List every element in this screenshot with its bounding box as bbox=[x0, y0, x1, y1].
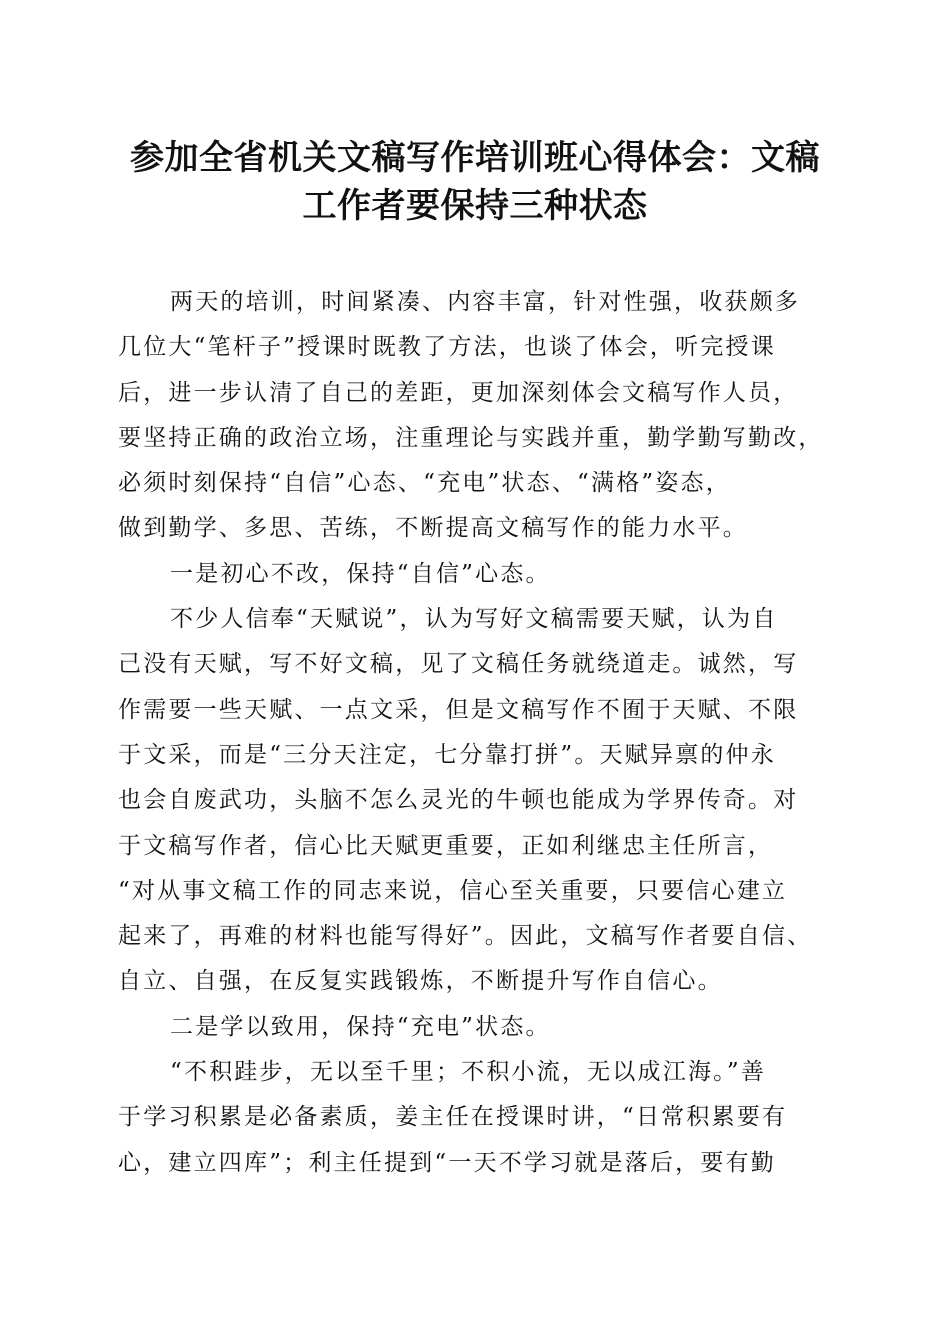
title-line: 参加全省机关文稿写作培训班心得体会：文稿 bbox=[130, 138, 820, 178]
paragraph-line: 于文采，而是“三分天注定，七分靠打拼”。天赋异禀的仲永 bbox=[118, 741, 776, 768]
paragraph-line: 作需要一些天赋、一点文采，但是文稿写作不囿于天赋、不限 bbox=[118, 696, 799, 723]
paragraph-line: 两天的培训，时间紧凑、内容丰富，针对性强，收获颇多 bbox=[170, 289, 800, 315]
paragraph-line: 起来了，再难的材料也能写得好”。因此，文稿写作者要自信、 bbox=[118, 923, 813, 950]
paragraph-line: “不积跬步，无以至千里；不积小流，无以成江海。”善 bbox=[170, 1059, 767, 1086]
paragraph-line: 己没有天赋，写不好文稿，见了文稿任务就绕道走。诚然，写 bbox=[118, 651, 799, 678]
paragraph-intro bbox=[118, 280, 838, 552]
paragraph-line: “对从事文稿工作的同志来说，信心至关重要，只要信心建立 bbox=[118, 877, 788, 904]
paragraph-line: 后，进一步认清了自己的差距，更加深刻体会文稿写作人员， bbox=[118, 379, 799, 406]
paragraph-line: 于学习积累是必备素质，姜主任在授课时讲，“日常积累要有 bbox=[118, 1104, 788, 1131]
paragraph-line: 心，建立四库”；利主任提到“一天不学习就是落后，要有勤 bbox=[118, 1149, 776, 1176]
paragraph-line: 于文稿写作者，信心比天赋更重要，正如利继忠主任所言， bbox=[118, 832, 774, 859]
paragraph-line: 要坚持正确的政治立场，注重理论与实践并重，勤学勤写勤改， bbox=[118, 424, 824, 451]
paragraph-learning bbox=[118, 1050, 838, 1186]
paragraph-line: 做到勤学、多思、苦练，不断提高文稿写作的能力水平。 bbox=[118, 515, 748, 542]
paragraph-line: 几位大“笔杆子”授课时既教了方法，也谈了体会，听完授课 bbox=[118, 334, 776, 361]
paragraph-line: 不少人信奉“天赋说”，认为写好文稿需要天赋，认为自 bbox=[170, 606, 778, 633]
section-heading-line: 二是学以致用，保持“充电”状态。 bbox=[170, 1013, 551, 1040]
paragraph-line: 必须时刻保持“自信”心态、“充电”状态、“满格”姿态， bbox=[118, 470, 731, 497]
section-heading-line: 一是初心不改，保持“自信”心态。 bbox=[170, 560, 551, 587]
paragraph-line: 自立、自强，在反复实践锻炼，不断提升写作自信心。 bbox=[118, 968, 723, 995]
document-body bbox=[118, 280, 838, 1186]
paragraph-confidence bbox=[118, 597, 838, 1005]
document-title bbox=[100, 134, 850, 230]
section-heading-1 bbox=[118, 552, 838, 597]
section-heading-2 bbox=[118, 1005, 838, 1050]
paragraph-line: 也会自废武功，头脑不怎么灵光的牛顿也能成为学界传奇。对 bbox=[118, 787, 799, 814]
title-line: 工作者要保持三种状态 bbox=[302, 186, 648, 226]
